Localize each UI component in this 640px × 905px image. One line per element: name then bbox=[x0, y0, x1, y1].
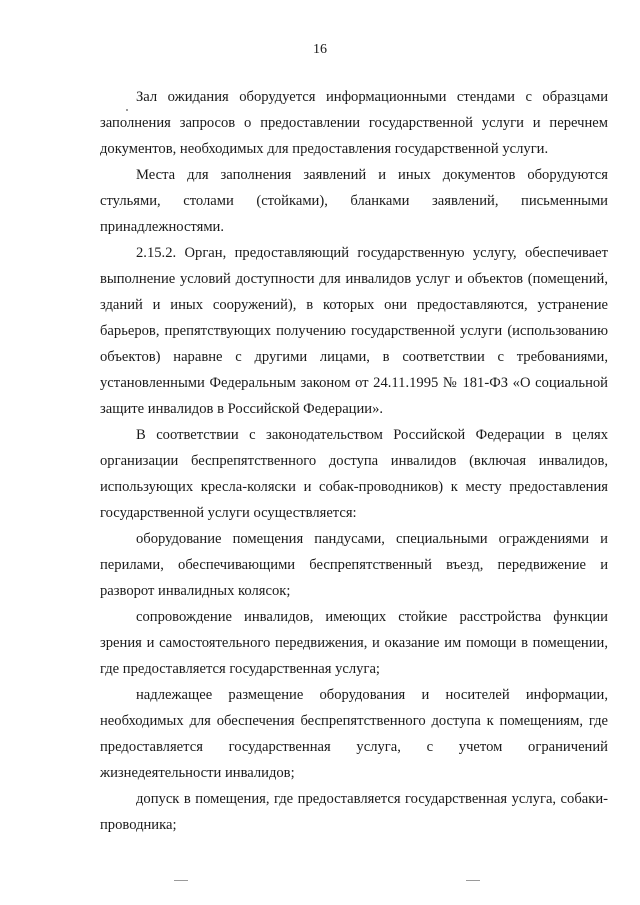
paragraph-filling-places: Места для заполнения заявлений и иных документов оборудуются стульями, столами (стойками), бланками заявлений, письменными принадлежностями. bbox=[100, 167, 608, 235]
paragraph-2-15-2: 2.15.2. Орган, предоставляющий государственную услугу, обеспечивает выполнение условий доступности для инвалидов услуг и объектов (помещений, зданий и иных сооружений), в которых они предоставляются, устранение барьеров, препятствующих получению государственной услуги (использованию объектов) наравне с другими лицами, в соответствии с требованиями, установленными Федеральным законом от 24.11.1995 № 181-ФЗ «О социальной защите инвалидов в Российской Федерации». bbox=[100, 245, 608, 417]
paragraph-ramps: оборудование помещения пандусами, специальными ограждениями и перилами, обеспечивающими беспрепятственный въезд, передвижение и разворот инвалидных колясок; bbox=[100, 531, 608, 599]
paragraph-escort: сопровождение инвалидов, имеющих стойкие расстройства функции зрения и самостоятельного передвижения, и оказание им помощи в помещении, где предоставляется государственная услуга; bbox=[100, 609, 608, 677]
scan-speck bbox=[126, 109, 128, 111]
paragraph-accessibility-intro: В соответствии с законодательством Российской Федерации в целях организации беспрепятственного доступа инвалидов (включая инвалидов, использующих кресла-коляски и собак-проводников) к месту предоставления государственной услуги осуществляется: bbox=[100, 427, 608, 521]
scan-mark bbox=[174, 880, 188, 881]
scan-mark bbox=[466, 880, 480, 881]
page-number: 16 bbox=[313, 42, 327, 57]
paragraph-equipment-placement: надлежащее размещение оборудования и носителей информации, необходимых для обеспечения беспрепятственного доступа к помещениям, где предоставляется государственная услуга, с учетом ограничений жизнедеятельности инвалидов; bbox=[100, 687, 608, 781]
paragraph-waiting-hall: Зал ожидания оборудуется информационными стендами с образцами заполнения запросов о предоставлении государственной услуги и перечнем документов, необходимых для предоставления государственной услуги. bbox=[100, 89, 608, 157]
paragraph-guide-dog: допуск в помещения, где предоставляется государственная услуга, собаки-проводника; bbox=[100, 791, 608, 833]
document-body bbox=[100, 84, 608, 838]
